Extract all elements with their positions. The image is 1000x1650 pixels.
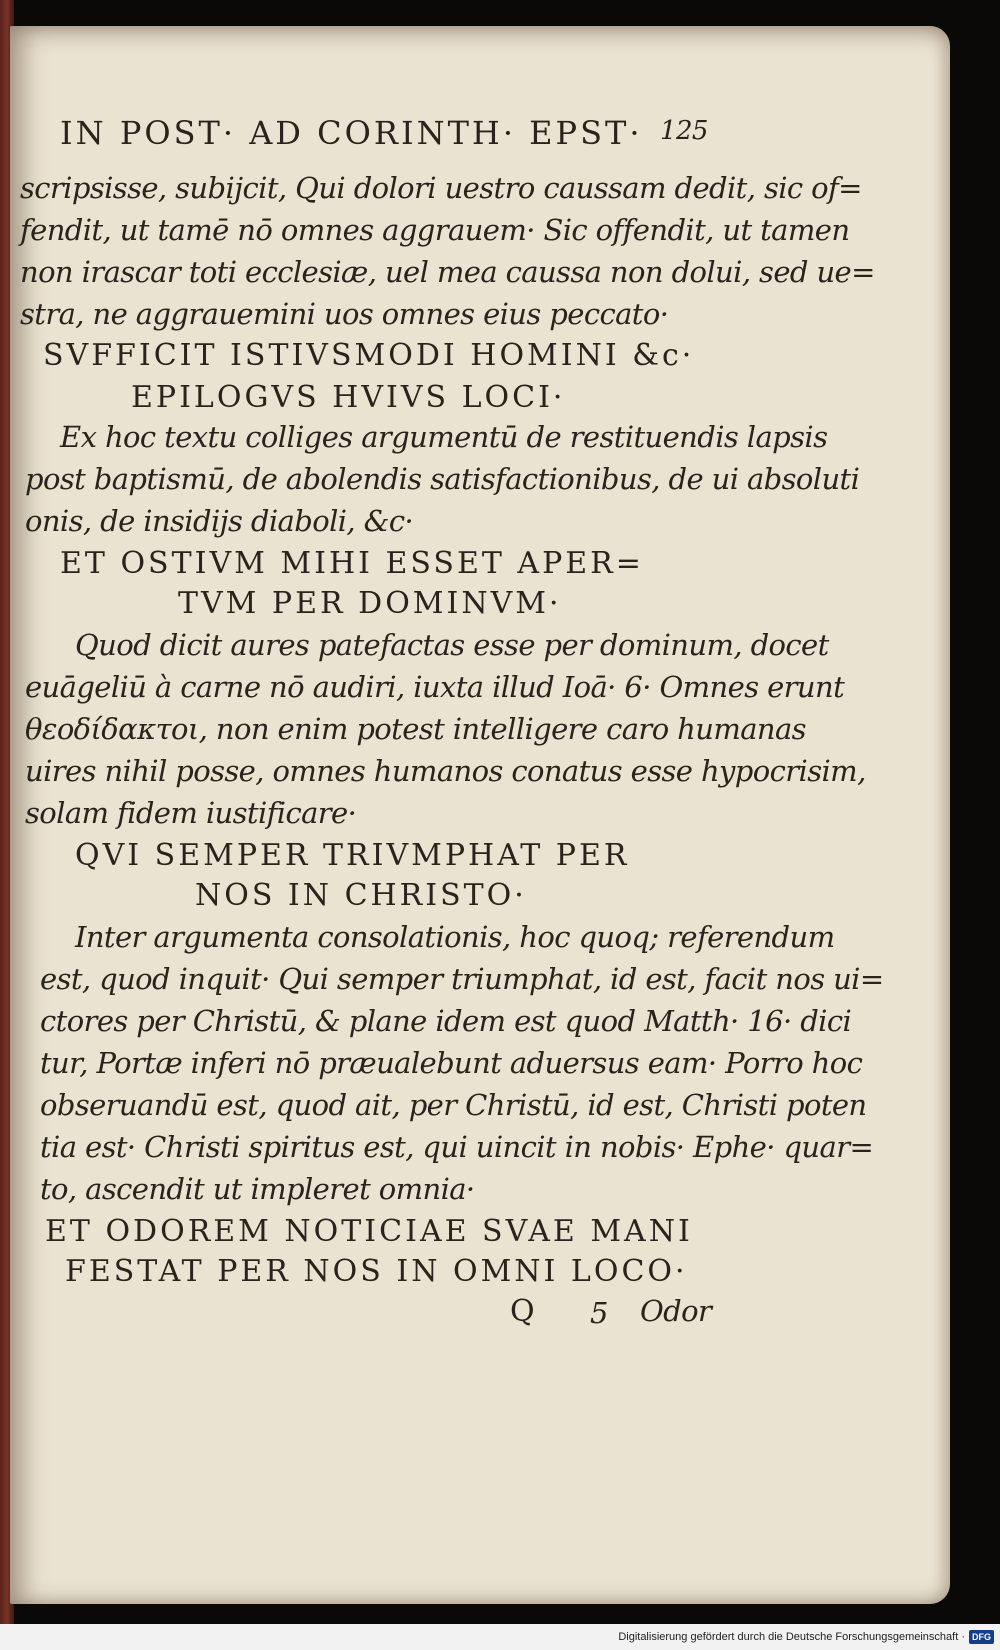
dfg-logo: DFG	[969, 1630, 994, 1644]
text-line: onis, de insidijs diaboli, &c·	[25, 504, 414, 538]
text-line: solam fidem iustificare·	[25, 796, 357, 830]
text-line: est, quod inquit· Qui semper triumphat, id est, facit nos ui=	[40, 962, 884, 996]
folio-number: 125	[660, 116, 708, 146]
section-heading: ET OSTIVM MIHI ESSET APER=	[60, 546, 644, 581]
section-heading: NOS IN CHRISTO·	[195, 878, 527, 913]
text-line: uires nihil posse, omnes humanos conatus esse hypocrisim,	[25, 754, 866, 788]
text-line: ctores per Christū, & plane idem est quod Matth· 16· dici	[40, 1004, 852, 1038]
section-heading: TVM PER DOMINVM·	[178, 586, 562, 621]
section-heading: SVFFICIT ISTIVSMODI HOMINI &c·	[43, 338, 695, 373]
signature-mark: Q	[510, 1294, 538, 1329]
running-head: IN POST· AD CORINTH· EPST·	[60, 114, 643, 152]
text-line: post baptismū, de abolendis satisfactionibus, de ui absoluti	[25, 462, 860, 496]
text-line: to, ascendit ut impleret omnia·	[40, 1172, 475, 1206]
text-line: Inter argumenta consolationis, hoc quoq; referendum	[75, 920, 835, 954]
catchword: Odor	[640, 1294, 712, 1328]
text-line: euāgeliū à carne nō audiri, iuxta illud Ioā· 6· Omnes erunt	[25, 670, 845, 704]
section-heading: ET ODOREM NOTICIAE SVAE MANI	[45, 1214, 693, 1249]
text-line: θεοδίδακτοι, non enim potest intelligere caro humanas	[25, 712, 806, 746]
section-heading: EPILOGVS HVIVS LOCI·	[131, 380, 566, 415]
text-line: Quod dicit aures patefactas esse per dominum, docet	[75, 628, 829, 662]
text-line: non irascar toti ecclesiæ, uel mea caussa non dolui, sed ue=	[20, 255, 875, 289]
text-line: Ex hoc textu colliges argumentū de restituendis lapsis	[60, 420, 828, 454]
footer-credit: Digitalisierung gefördert durch die Deutsche Forschungsgemeinschaft ·	[618, 1631, 965, 1643]
section-heading: QVI SEMPER TRIVMPHAT PER	[75, 838, 630, 873]
section-heading: FESTAT PER NOS IN OMNI LOCO·	[65, 1254, 688, 1289]
text-line: obseruandū est, quod ait, per Christū, id est, Christi poten	[40, 1088, 867, 1122]
text-line: tia est· Christi spiritus est, qui uincit in nobis· Ephe· quar=	[40, 1130, 874, 1164]
text-line: tur, Portæ inferi nō præualebunt aduersus eam· Porro hoc	[40, 1046, 863, 1080]
text-line: scripsisse, subijcit, Qui dolori uestro caussam dedit, sic of=	[20, 171, 862, 205]
footer-bar	[0, 1624, 1000, 1650]
book-page	[10, 26, 950, 1604]
signature-number: 5	[590, 1296, 608, 1330]
text-line: fendit, ut tamē nō omnes aggrauem· Sic offendit, ut tamen	[20, 213, 850, 247]
text-line: stra, ne aggrauemini uos omnes eius peccato·	[20, 297, 669, 331]
